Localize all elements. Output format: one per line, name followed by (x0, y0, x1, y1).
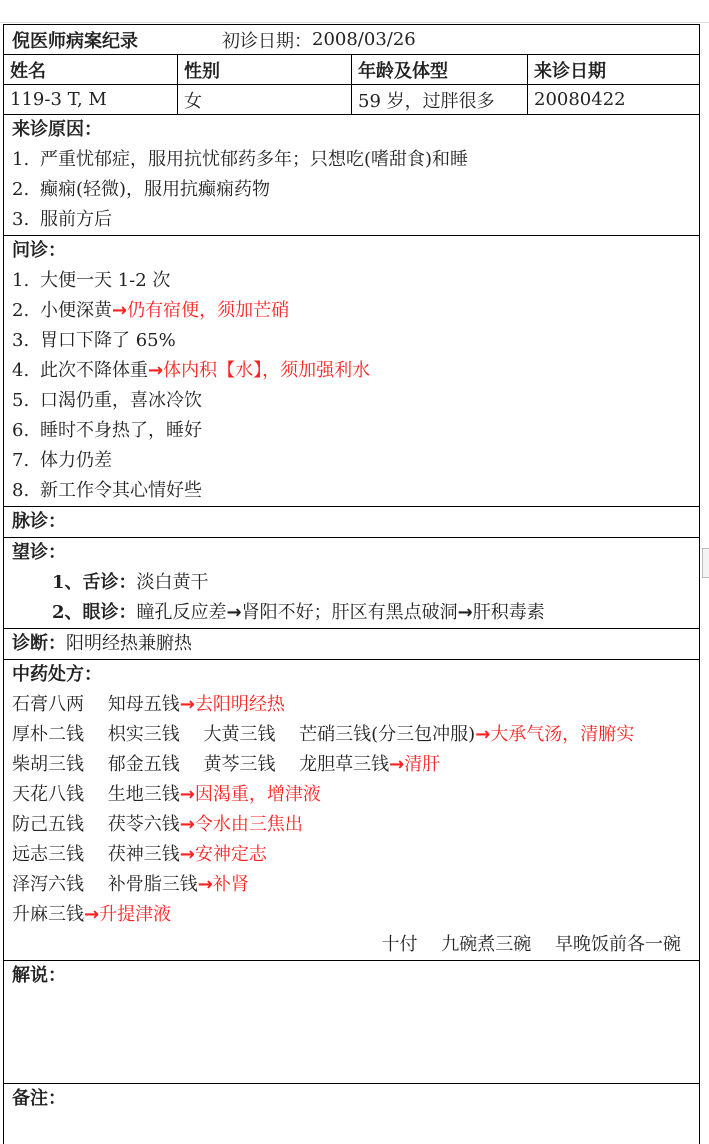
reason-title: 来诊原因： (12, 119, 102, 140)
list-item (12, 446, 699, 476)
herbs-text: 天花八钱 生地三钱 (12, 784, 180, 805)
prescription-line (12, 720, 699, 750)
info-value-row (4, 85, 699, 115)
arrow-icon: → (226, 602, 242, 623)
inquiry-section (4, 236, 699, 507)
item-number: 3. (12, 330, 30, 351)
diagnosis-line (12, 629, 699, 659)
list-item (12, 476, 699, 506)
diagnosis-section (4, 629, 699, 660)
herb-note: 令水由三焦出 (194, 814, 303, 835)
item-number: 7. (12, 450, 30, 471)
diagnosis-text: 阳明经热兼腑热 (66, 633, 192, 654)
herbs-text: 远志三钱 茯神三钱 (12, 844, 180, 865)
herb-note: 去阳明经热 (194, 694, 285, 715)
gender-value: 女 (178, 85, 352, 114)
arrow-icon: → (389, 754, 405, 775)
list-item (12, 175, 699, 205)
reason-section (4, 115, 699, 236)
herbs-text: 升麻三钱 (12, 904, 84, 925)
eye-text: 瞳孔反应差 (136, 602, 227, 623)
arrow-icon: → (179, 814, 195, 835)
arrow-icon: → (475, 724, 491, 745)
item-text: 小便深黄 (40, 300, 112, 321)
observation-title: 望诊： (12, 542, 66, 563)
herb-note: 补肾 (212, 874, 249, 895)
item-text: 服前方后 (40, 209, 112, 230)
explanation-section (4, 961, 699, 1084)
item-number: 5. (12, 390, 30, 411)
remarks-section (4, 1084, 699, 1144)
gender-header: 性别 (178, 55, 352, 84)
herb-note: 因渴重，增津液 (194, 784, 321, 805)
item-number: 2. (12, 300, 30, 321)
tongue-diagnosis (12, 568, 699, 598)
herbs-text: 厚朴二钱 枳实三钱 大黄三钱 芒硝三钱(分三包冲服) (12, 724, 476, 745)
item-number: 2. (12, 179, 30, 200)
diagnosis-label: 诊断： (12, 633, 66, 654)
record-header (4, 25, 699, 55)
list-item (12, 356, 699, 386)
prescription-line (12, 900, 699, 930)
eye-label: 2、眼诊： (52, 602, 137, 623)
arrow-icon: → (112, 300, 128, 321)
arrow-icon: → (148, 360, 164, 381)
record-title: 倪医师病案纪录 (12, 30, 138, 52)
item-text: 口渴仍重，喜冰冷饮 (40, 390, 202, 411)
list-item (12, 416, 699, 446)
eye-text: 肝积毒素 (472, 602, 545, 623)
prescription-line (12, 870, 699, 900)
arrow-icon: → (179, 694, 195, 715)
item-note: 体内积【水】，须加强利水 (163, 360, 371, 381)
arrow-icon: → (179, 784, 195, 805)
item-text: 癫痫(轻微)，服用抗癫痫药物 (40, 179, 271, 200)
herb-note: 升提津液 (99, 904, 172, 925)
tongue-text: 淡白黄干 (136, 572, 209, 593)
herb-note: 清肝 (404, 754, 441, 775)
scrollbar-handle[interactable] (702, 548, 709, 578)
case-record-table (3, 24, 700, 1144)
item-number: 1. (12, 270, 30, 291)
dosage-instructions: 十付 九碗煮三碗 早晚饭前各一碗 (381, 934, 681, 955)
prescription-section (4, 660, 699, 961)
item-number: 1. (12, 149, 30, 170)
item-number: 6. (12, 420, 30, 441)
herbs-text: 泽泻六钱 补骨脂三钱 (12, 874, 198, 895)
list-item (12, 145, 699, 175)
item-text: 大便一天 1-2 次 (40, 270, 171, 291)
prescription-line (12, 780, 699, 810)
item-text: 新工作令其心情好些 (40, 480, 202, 501)
prescription-title: 中药处方： (12, 664, 102, 685)
prescription-line (12, 810, 699, 840)
age-value: 59 岁，过胖很多 (352, 85, 528, 114)
prescription-line (12, 750, 699, 780)
item-number: 4. (12, 360, 30, 381)
list-item (12, 205, 699, 235)
prescription-line (12, 840, 699, 870)
pulse-section (4, 507, 699, 538)
arrow-icon: → (457, 602, 473, 623)
item-text: 体力仍差 (40, 450, 112, 471)
item-number: 8. (12, 480, 30, 501)
tongue-label: 1、舌诊： (52, 572, 137, 593)
prescription-line (12, 690, 699, 720)
pulse-title: 脉诊： (12, 511, 66, 532)
herbs-text: 石膏八两 知母五钱 (12, 694, 180, 715)
visit-date-header: 来诊日期 (534, 60, 606, 82)
list-item (12, 386, 699, 416)
item-text: 睡时不身热了，睡好 (40, 420, 202, 441)
explanation-title: 解说： (12, 965, 66, 986)
herbs-text: 防己五钱 茯苓六钱 (12, 814, 180, 835)
list-item (12, 266, 699, 296)
herb-note: 大承气汤，清腑实 (490, 724, 635, 745)
name-header: 姓名 (4, 55, 178, 84)
list-item (12, 296, 699, 326)
arrow-icon: → (84, 904, 100, 925)
page-top-edge (0, 0, 709, 23)
eye-text: 肾阳不好；肝区有黑点破洞 (241, 602, 458, 623)
remarks-title: 备注： (12, 1088, 66, 1109)
herb-note: 安神定志 (194, 844, 267, 865)
arrow-icon: → (197, 874, 213, 895)
first-visit-label: 初诊日期： (222, 30, 312, 52)
arrow-icon: → (179, 844, 195, 865)
inquiry-title: 问诊： (12, 240, 66, 261)
info-header-row (4, 55, 699, 85)
item-text: 胃口下降了 65% (40, 330, 176, 351)
visit-date-value: 20080422 (534, 89, 626, 110)
item-text: 此次不降体重 (40, 360, 148, 381)
first-visit-date: 2008/03/26 (312, 29, 416, 50)
observation-section (4, 538, 699, 629)
herbs-text: 柴胡三钱 郁金五钱 黄芩三钱 龙胆草三钱 (12, 754, 390, 775)
list-item (12, 326, 699, 356)
age-header: 年龄及体型 (352, 55, 528, 84)
name-value: 119-3 T, M (4, 85, 178, 114)
item-number: 3. (12, 209, 30, 230)
item-note: 仍有宿便，须加芒硝 (127, 300, 290, 321)
eye-diagnosis (12, 598, 699, 628)
item-text: 严重忧郁症，服用抗忧郁药多年；只想吃(嗜甜食)和睡 (40, 149, 469, 170)
